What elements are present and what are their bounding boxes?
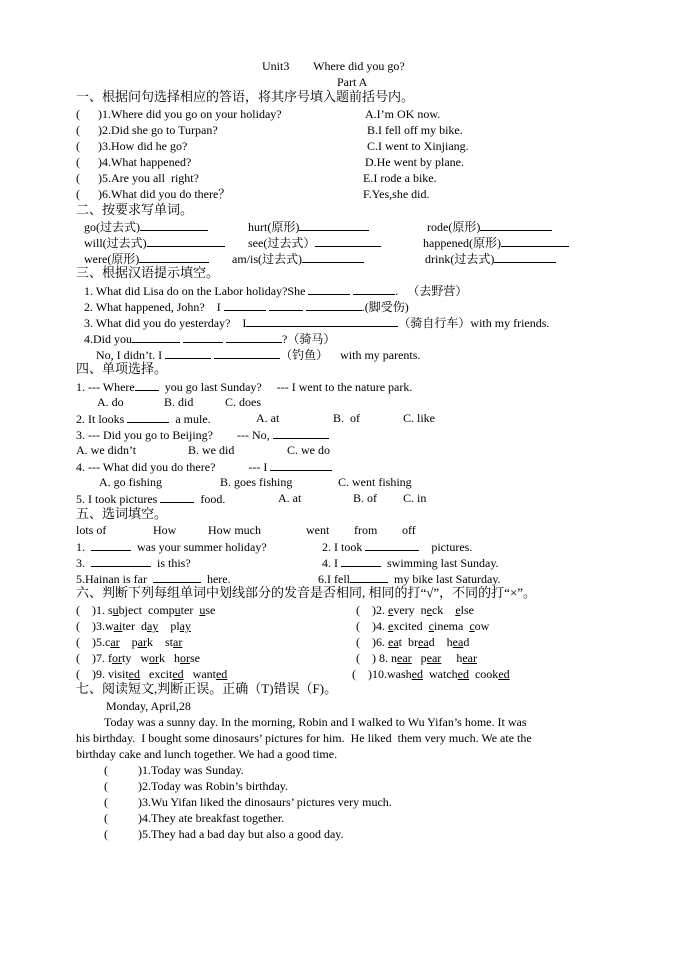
s4-option[interactable]: B. of [333,411,360,425]
s1-question: ( )6.What did you do there？ [76,187,231,201]
answer-blank[interactable] [153,571,201,583]
answer-blank[interactable] [147,235,225,247]
answer-blank[interactable] [353,283,395,295]
answer-blank[interactable] [501,235,569,247]
s2-word-item: hurt(原形) [248,219,369,234]
word-bank-item: lots of [76,523,107,537]
s3-item: 2. What happened, John? I .(脚受伤) [84,300,409,314]
s5-item: 1. was your summer holiday? [76,540,267,554]
s4-option[interactable]: B. of [353,491,377,505]
s3-item: No, I didn’t. I （钓鱼） with my parents. [96,348,421,362]
s1-question: ( )1.Where did you go on your holiday? [76,107,282,121]
answer-blank[interactable] [308,283,350,295]
s4-option[interactable]: C. we do [287,443,330,457]
s1-answer: D.He went by plane. [365,155,464,169]
s3-item: 4.Did you ?（骑马） [84,332,336,346]
section-2-heading: 二、按要求写单词。 [76,202,194,217]
s1-answer: A.I’m OK now. [365,107,441,121]
s6-item: ( )7. forty work horse [76,651,201,665]
answer-blank[interactable] [302,251,364,263]
tf-question: ( )1.Today was Sunday. [104,763,244,777]
answer-blank[interactable] [165,347,211,359]
s3-item: 3. What did you do yesterday? I （骑自行车）with my friends. [84,316,550,330]
answer-blank[interactable] [139,251,209,263]
answer-blank[interactable] [246,315,398,327]
s1-answer: F.Yes,she did. [363,187,430,201]
answer-blank[interactable] [91,539,131,551]
tf-question: ( )5.They had a bad day but also a good day. [104,827,344,841]
answer-blank[interactable] [315,235,381,247]
s5-item: 5.Hainan is far here. [76,572,231,586]
s2-word-item: am/is(过去式) [232,251,364,266]
s2-word-item: drink(过去式) [425,251,556,266]
s4-question: 3. --- Did you go to Beijing? --- No, [76,427,329,442]
s1-question: ( )2.Did she go to Turpan? [76,123,218,137]
s4-option[interactable]: A. do [97,395,124,409]
s1-question: ( )3.How did he go? [76,139,188,153]
s2-word-item: happened(原形) [423,235,569,250]
s5-item: 6.I fell my bike last Saturday. [318,572,501,586]
s2-word-item: will(过去式) [84,235,225,250]
s6-item: ( )9. visited excited wanted [76,667,228,681]
s2-word-item: rode(原形) [427,219,552,234]
s4-question: 1. --- Where you go last Sunday? --- I went to the nature park. [76,380,413,394]
passage-line: birthday cake and lunch together. We had a good time. [76,747,338,761]
s5-item: 4. I swimming last Sunday. [322,556,499,570]
s4-question: 2. It looks a mule. [76,412,211,426]
s4-option[interactable]: C. like [403,411,435,425]
s4-option[interactable]: C. in [403,491,427,505]
section-5-heading: 五、选词填空。 [76,506,168,521]
answer-blank[interactable] [480,219,552,231]
s4-option[interactable]: C. went fishing [338,475,412,489]
s2-word-item: were(原形) [84,251,209,266]
tf-question: ( )3.Wu Yifan liked the dinosaurs’ pictures very much. [104,795,392,809]
s1-answer: E.I rode a bike. [363,171,437,185]
s1-answer: B.I fell off my bike. [367,123,463,137]
s6-item: ( )5.car park star [76,635,183,649]
answer-blank[interactable] [269,299,303,311]
s6-item: ( )4. excited cinema cow [356,619,490,633]
answer-blank[interactable] [224,299,266,311]
answer-blank[interactable] [140,219,208,231]
s4-option[interactable]: A. we didn’t [76,443,137,457]
s2-word-item: go(过去式) [84,219,208,234]
word-bank-item: from [354,523,378,537]
answer-blank[interactable] [494,251,556,263]
word-bank-item: How much [208,523,261,537]
passage-line: his birthday. I bought some dinosaurs’ pictures for him. He liked them very much. We ate the [76,731,532,745]
s4-option[interactable]: B. did [164,395,194,409]
passage-date: Monday, April,28 [106,699,191,713]
s4-option[interactable]: A. at [278,491,302,505]
answer-blank[interactable] [132,331,180,343]
word-bank-item: off [402,523,416,537]
s6-item: ( )6. eat bread head [356,635,470,649]
s5-item: 2. I took pictures. [322,540,473,554]
answer-blank[interactable] [226,331,282,343]
s6-item: ( )3.waiter day play [76,619,191,633]
s4-question: 5. I took pictures food. [76,492,226,506]
answer-blank[interactable] [214,347,280,359]
answer-blank[interactable] [299,219,369,231]
s1-answer: C.I went to Xinjiang. [367,139,469,153]
s4-option[interactable]: A. at [256,411,280,425]
s6-item: ( )2. every neck else [356,603,474,617]
s4-option[interactable]: C. does [225,395,261,409]
section-4-heading: 四、单项选择。 [76,361,168,376]
s4-option[interactable]: A. go fishing [99,475,162,489]
answer-blank[interactable] [306,299,362,311]
s1-question: ( )5.Are you all right? [76,171,199,185]
s1-question: ( )4.What happened? [76,155,192,169]
tf-question: ( )4.They ate breakfast together. [104,811,285,825]
answer-blank[interactable] [341,555,381,567]
section-3-heading: 三、根据汉语提示填空。 [76,265,220,280]
section-1-heading: 一、根据问句选择相应的答语，将其序号填入题前括号内。 [76,89,415,104]
answer-blank[interactable] [183,331,223,343]
s3-item: 1. What did Lisa do on the Labor holiday?She . （去野营） [84,284,468,298]
word-bank-item: How [153,523,177,537]
answer-blank[interactable] [365,539,419,551]
s6-item: ( )1. subject computer use [76,603,216,617]
answer-blank[interactable] [91,555,151,567]
s5-item: 3. is this? [76,556,191,570]
answer-blank[interactable] [127,411,169,423]
s4-option[interactable]: B. goes fishing [220,475,293,489]
page-subtitle: Part A [337,75,368,89]
page-title: Unit3 Where did you go? [262,59,405,73]
answer-blank[interactable] [350,571,388,583]
s6-item: ( ) 8. near pear hear [356,651,477,665]
answer-blank[interactable] [270,459,332,471]
answer-blank[interactable] [273,427,329,439]
tf-question: ( )2.Today was Robin’s birthday. [104,779,289,793]
answer-blank[interactable] [135,379,159,391]
word-bank-item: went [306,523,330,537]
s4-option[interactable]: B. we did [188,443,235,457]
passage-line: Today was a sunny day. In the morning, Robin and I walked to Wu Yifan’s home. It was [104,715,527,729]
s2-word-item: see(过去式） [248,235,381,250]
s6-item: ( )10.washed watched cooked [352,667,510,681]
answer-blank[interactable] [160,491,194,503]
s4-question: 4. --- What did you do there? --- I [76,459,332,474]
section-7-heading: 七、阅读短文,判断正误。正确（T)错误（F)。 [76,681,338,696]
section-6-heading: 六、判断下列每组单词中划线部分的发音是否相同, 相同的打“√”，不同的打“×”。 [76,585,537,600]
